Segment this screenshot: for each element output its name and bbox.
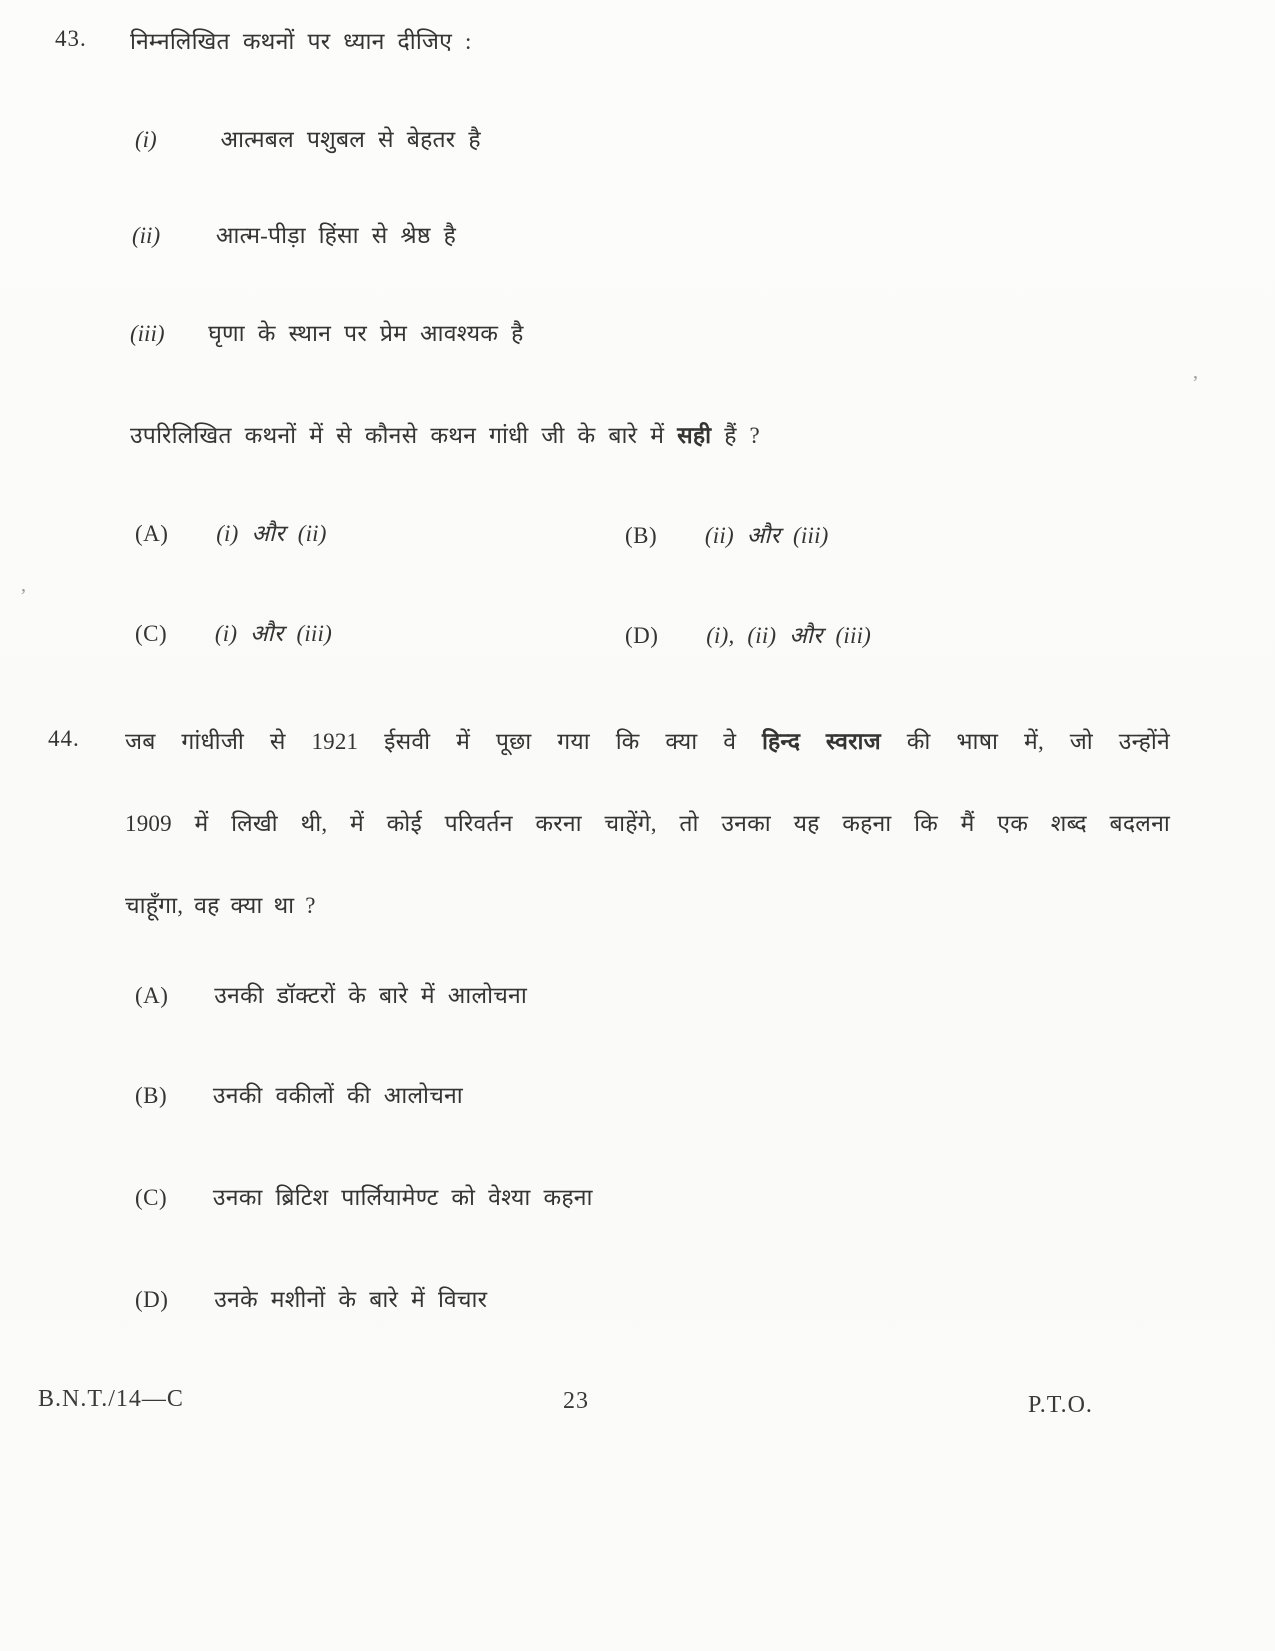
question-44-line2: 1909 में लिखी थी, में कोई परिवर्तन करना चाहेंगे, तो उनका यह कहना कि मैं एक शब्द बदलना [125, 811, 1170, 836]
statement-ii [132, 218, 456, 250]
statement-iii-text: घृणा के स्थान पर प्रेम आवश्यक है [208, 321, 524, 346]
statement-iii [130, 316, 524, 348]
question-44-line3: चाहूँगा, वह क्या था ? [125, 893, 316, 918]
statement-iii-label: (iii) [130, 321, 165, 346]
footer-pto: P.T.O. [1028, 1392, 1093, 1418]
option-43-B-label: (B) [625, 523, 658, 548]
option-44-A [135, 978, 527, 1010]
option-43-A [135, 516, 327, 548]
option-44-D [135, 1282, 487, 1314]
footer-booklet-code: B.N.T./14—C [38, 1386, 184, 1412]
option-43-C-label: (C) [135, 621, 168, 646]
option-44-C [135, 1180, 593, 1212]
option-44-A-text: उनकी डॉक्टरों के बारे में आलोचना [214, 983, 527, 1008]
option-43-D-label: (D) [625, 623, 659, 648]
option-44-B-label: (B) [135, 1083, 168, 1108]
statement-ii-text: आत्म-पीड़ा हिंसा से श्रेष्ठ है [215, 223, 456, 248]
question-43-intro: निम्नलिखित कथनों पर ध्यान दीजिए : [130, 29, 472, 54]
statement-i-text: आत्मबल पशुबल से बेहतर है [220, 127, 481, 152]
scan-artifact-left-margin: ’ [20, 585, 27, 607]
statement-ii-label: (ii) [132, 223, 161, 248]
option-43-B [625, 518, 829, 550]
question-43-prompt: उपरिलिखित कथनों में से कौनसे कथन गांधी जी के बारे में सही हैं ? [130, 423, 760, 448]
option-43-A-label: (A) [135, 521, 169, 546]
option-44-D-label: (D) [135, 1287, 169, 1312]
question-44-line1: जब गांधीजी से 1921 ईसवी में पूछा गया कि क्या वे हिन्द स्वराज की भाषा में, जो उन्होंने [125, 729, 1170, 754]
option-43-D-text: (i), (ii) और (iii) [706, 623, 872, 648]
option-43-D [625, 618, 871, 650]
footer-page-number: 23 [563, 1388, 589, 1414]
option-44-B [135, 1078, 463, 1110]
option-44-A-label: (A) [135, 983, 169, 1008]
statement-i [135, 122, 481, 154]
question-43-bold-word: सही [677, 423, 712, 448]
option-44-C-label: (C) [135, 1185, 168, 1210]
question-44-number: 44. [48, 726, 80, 751]
statement-i-label: (i) [135, 127, 157, 152]
option-44-D-text: उनके मशीनों के बारे में विचार [214, 1287, 488, 1312]
question-43-header [55, 26, 87, 52]
option-43-A-text: (i) और (ii) [216, 521, 327, 546]
scan-artifact-right-margin: ’ [1192, 372, 1199, 394]
option-44-C-text: उनका ब्रिटिश पार्लियामेण्ट को वेश्या कहना [212, 1185, 593, 1210]
option-44-B-text: उनकी वकीलों की आलोचना [212, 1083, 463, 1108]
option-43-C [135, 616, 332, 648]
question-44-bold-title: हिन्द स्वराज [762, 729, 881, 754]
option-43-B-text: (ii) और (iii) [704, 523, 829, 548]
question-43-number: 43. [55, 26, 87, 51]
option-43-C-text: (i) और (iii) [214, 621, 332, 646]
